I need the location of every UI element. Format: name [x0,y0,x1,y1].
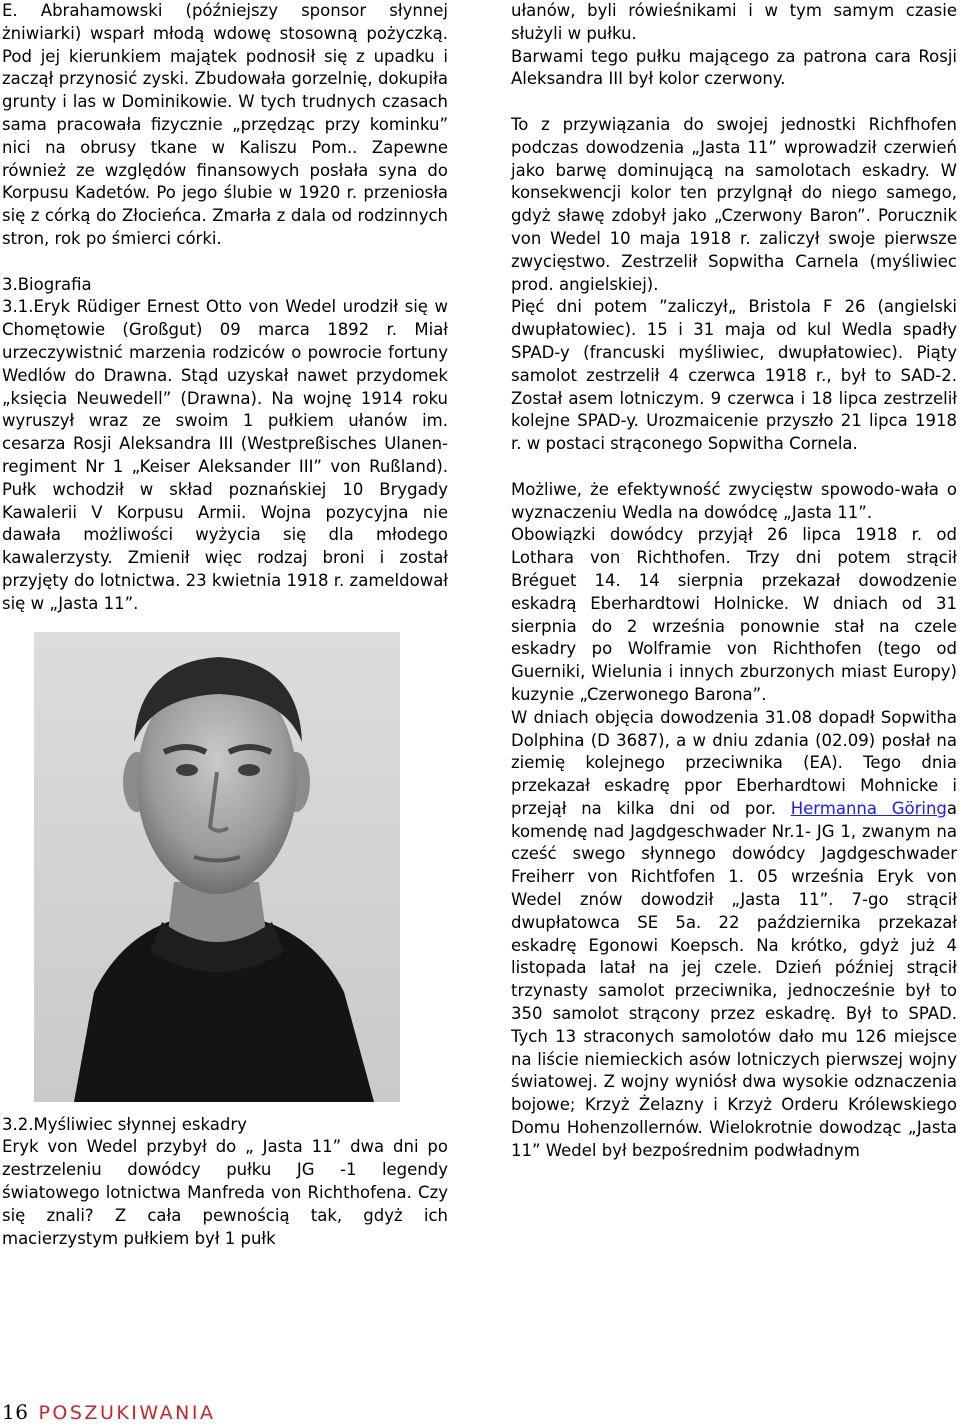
paragraph-command-period [511,707,957,1163]
paragraph-uhlans: ułanów, byli rówieśnikami i w tym samym czasie służyli w pułku. [511,1,957,43]
left-column [2,0,448,1250]
paragraph-victories: Pięć dni potem ”zaliczył„ Bristola F 26 (angielski dwupłatowiec). 15 i 31 maja od kul Wedla spadły SPAD-y (francuski myśliwiec, dwupłatowiec). Piąty samolot zestrzelił 4 czerwca 1918 r., był to SAD-2. Został asem lotniczym. 9 czerwca i 18 lipca zestrzelił kolejne SPAD-y. Urozmaicenie przyszło 21 lipca 1918 r. w postaci strąconego Sopwitha Cornela. [511,297,957,454]
hermann-goring-link[interactable]: Hermanna Göring [790,798,947,818]
section-heading-fighter: 3.2.Myśliwiec słynnej eskadry [2,1114,247,1134]
paragraph-birth-and-war: 3.1.Eryk Rüdiger Ernest Otto von Wedel urodził się w Chomętowie (Großgut) 09 marca 1892 r. Miał urzeczywistnić marzenia rodziców o powrocie fortuny Wedlów do Drawna. Stąd uzyskał nawet przydomek „księcia Neuwedell” (Drawna). Na wojnę 1914 roku wyruszył wraz ze swoim 1 pułkiem ułanów im. cesarza Rosji Aleksandra III (Westpreßisches Ulanen-regiment Nr 1 „Keiser Aleksander III” von Rußland). Pułk wchodził w skład poznańskiej 10 Brygady Kawalerii V Korpusu Armii. Wojna pozycyjna nie dawała możliwości wyżycia się dla młodego kawalerzysty. Zmienił więc rodzaj broni i został przyjęty do lotnictwa. 23 kwietnia 1918 r. zameldował się w „Jasta 11”. [2,297,448,613]
paragraph-appointment: Możliwe, że efektywność zwycięstw spowodo-wała o wyznaczeniu Wedla na dowódcę „Jasta 11”. [511,479,957,522]
section-heading-biography: 3.Biografia [2,274,92,294]
portrait-photo [34,632,400,1102]
portrait-illustration [34,632,400,1102]
magazine-title: POSZUKIWANIA [38,1402,216,1424]
paragraph-red-baron: To z przywiązania do swojej jednostki Richfhofen podczas dowodzenia „Jasta 11” wprowadził czerwień jako barwę dominującą na samolotach eskadry. W konsekwencji kolor ten przylgnął do niego samego, gdyż sławę zdobył jako „Czerwony Baron”. Porucznik von Wedel 10 maja 1918 r. zaliczył swoje pierwsze zwycięstwo. Zestrzelił Sopwitha Carnela (myśliwiec prod. angielskiej). [511,114,957,294]
paragraph-family-history: E. Abrahamowski (późniejszy sponsor słynnej żniwiarki) wsparł młodą wdowę stosowną pożyczką. Pod jej kierunkiem majątek podnosił się z upadku i zaczął przynosić zyski. Zbudowała gorzelnię, dokupiła grunty i las w Dominikowie. W tych trudnych czasach sama pracowała fizycznie „przędząc przy kominku” nici na obrusy tkane w Kaliszu Pom.. Zapewne również ze względów finansowych posłała syna do Korpusu Kadetów. Po jego ślubie w 1920 r. przeniosła się z córką do Złocieńca. Zmarła z dala od rodzinnych stron, rok po śmierci córki. [2,1,448,248]
paragraph-regiment-colors: Barwami tego pułku mającego za patrona cara Rosji Aleksandra III był kolor czerwony. [511,46,957,89]
paragraph-arrival-jasta: Eryk von Wedel przybył do „ Jasta 11” dwa dni po zestrzeleniu dowódcy pułku JG -1 legendy światowego lotnictwa Manfreda von Richthofena. Czy się znali? Z cała pewnością tak, gdyż ich macierzystym pułkiem był 1 pułk [2,1137,448,1248]
text-segment: a komendę nad Jagdgeschwader Nr.1- JG 1, zwanym na cześć swego słynnego dowódcy Jagdgeschwader Freiherr von Richtfofen 1. 05 września Eryk von Wedel znów dowodził „Jasta 11”. 7-go strącił dwupłatowca SE 5a. 22 października przekazał eskadrę Egonowi Koepsch. Na krótko, gdyż już 4 listopada latał na jej czele. Dzień później strącił trzynasty samolot przeciwnika, jednocześnie był to 350 samolot strącony przez eskadrę. Był to SPAD. Tych 13 straconych samolotów dało mu 126 miejsce na liście niemieckich asów lotniczych pierwszej wojny światowej. Z wojny wyniósł dwa wysokie odznaczenia bojowe; Krzyż Żelazny i Krzyż Orderu Królewskiego Domu Hohenzollernów. Wielokrotnie dowodząc „Jasta 11” Wedel był bezpośrednim podwładnym [511,798,958,1160]
paragraph-command-duties: Obowiązki dowódcy przyjął 26 lipca 1918 r. od Lothara von Richthofen. Trzy dni potem strącił Bréguet 14. 14 sierpnia przekazał dowodzenie eskadrą Eberhardtowi Holnicke. W dniach od 31 sierpnia do 2 września ponownie stał na czele eskadry po Wolframie von Richthofen (tego od Guerniki, Wielunia i innych zburzonych miast Europy) kuzynie „Czerwonego Barona”. [511,525,957,704]
page-footer [2,1400,215,1424]
text-segment: W dniach objęcia dowodzenia 31.08 dopadł Sopwitha Dolphina (D 3687), a w dniu zdania (02.09) posłał na ziemię kolejnego przeciwnika (EA). Tego dnia przekazał eskadrę ppor Eberhardtowi Mohnicke i przejął na kilka dni od por. [511,707,957,818]
page-number: 16 [2,1400,29,1424]
right-column [511,0,957,1163]
